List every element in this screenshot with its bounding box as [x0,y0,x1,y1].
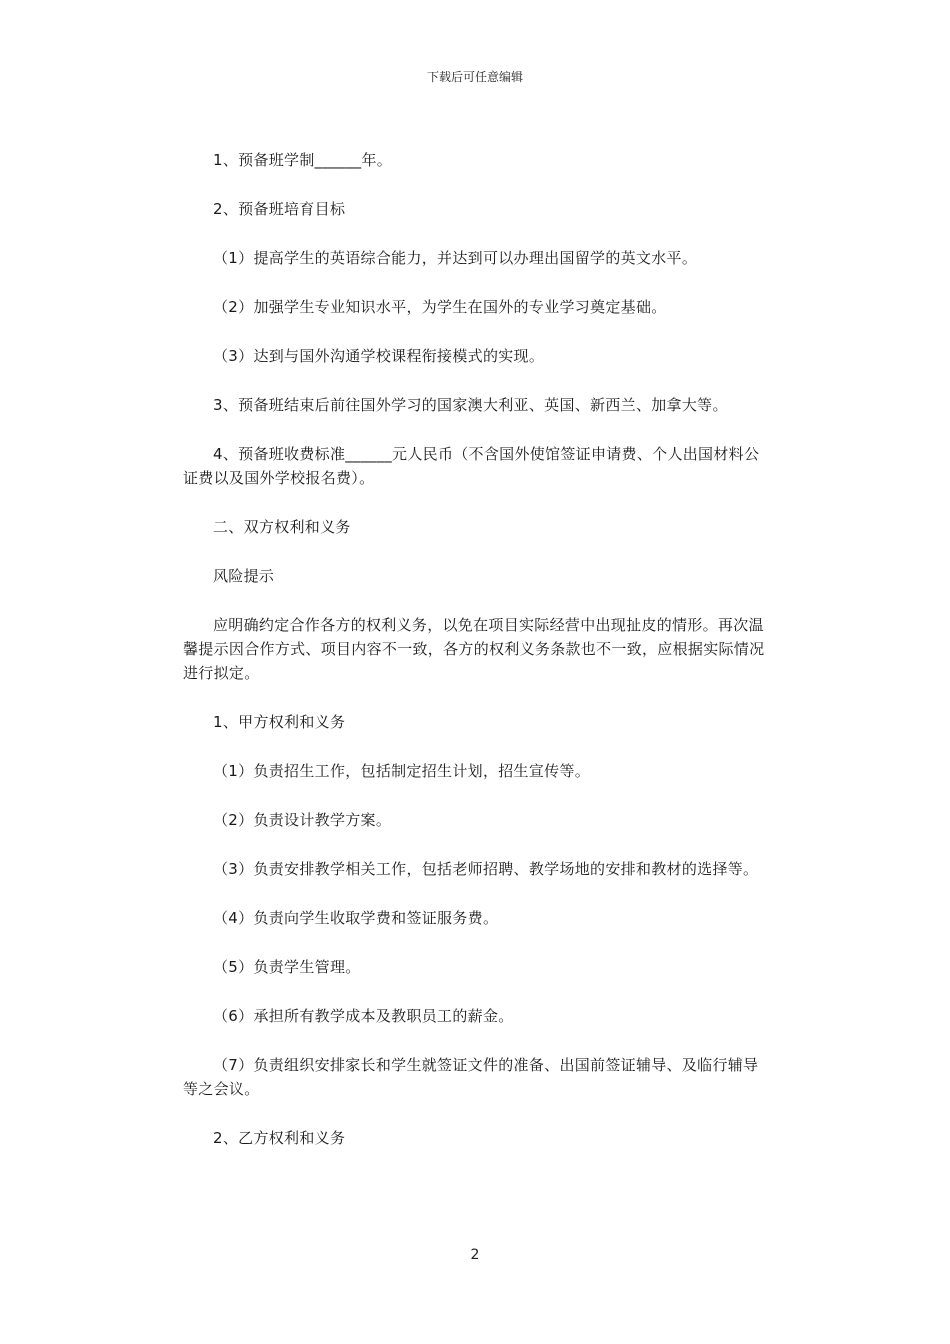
party-a-item-7: （7）负责组织安排家长和学生就签证文件的准备、出国前签证辅导、及临行辅导等之会议。 [183,1056,759,1098]
party-a-item-5: （5）负责学生管理。 [213,958,361,976]
paragraph-goal-2: （2）加强学生专业知识水平，为学生在国外的专业学习奠定基础。 [213,298,667,316]
risk-notice-text: 应明确约定合作各方的权利义务，以免在项目实际经营中出现扯皮的情形。再次温馨提示因合作方式、项目内容不一致，各方的权利义务条款也不一致，应根据实际情况进行拟定。 [183,616,765,682]
party-a-item-6: （6）承担所有教学成本及教职员工的薪金。 [213,1007,514,1025]
document-body [183,148,773,1175]
paragraph-goal-3: （3）达到与国外沟通学校课程衔接模式的实现。 [213,347,545,365]
party-a-item-3: （3）负责安排教学相关工作，包括老师招聘、教学场地的安排和教材的选择等。 [213,860,759,878]
paragraph-goal-1: （1）提高学生的英语综合能力，并达到可以办理出国留学的英文水平。 [213,249,698,267]
paragraph-fee-standard: 4、预备班收费标准______元人民币（不含国外使馆签证申请费、个人出国材料公证费以及国外学校报名费）。 [183,445,760,487]
page-header: 下载后可任意编辑 [426,70,523,84]
paragraph-training-goals-heading: 2、预备班培育目标 [213,200,346,218]
party-a-item-1: （1）负责招生工作，包括制定招生计划，招生宣传等。 [213,762,591,780]
party-a-item-2: （2）负责设计教学方案。 [213,811,392,829]
paragraph-destination-countries: 3、预备班结束后前往国外学习的国家澳大利亚、英国、新西兰、加拿大等。 [213,396,728,414]
party-a-item-4: （4）负责向学生收取学费和签证服务费。 [213,909,499,927]
paragraph-schooling-years: 1、预备班学制______年。 [213,151,393,169]
page-number: 2 [470,1247,480,1263]
party-a-heading: 1、甲方权利和义务 [213,713,346,731]
section-heading-rights-obligations: 二、双方权利和义务 [213,518,351,536]
party-b-heading: 2、乙方权利和义务 [213,1129,346,1147]
risk-notice-heading: 风险提示 [213,567,275,585]
